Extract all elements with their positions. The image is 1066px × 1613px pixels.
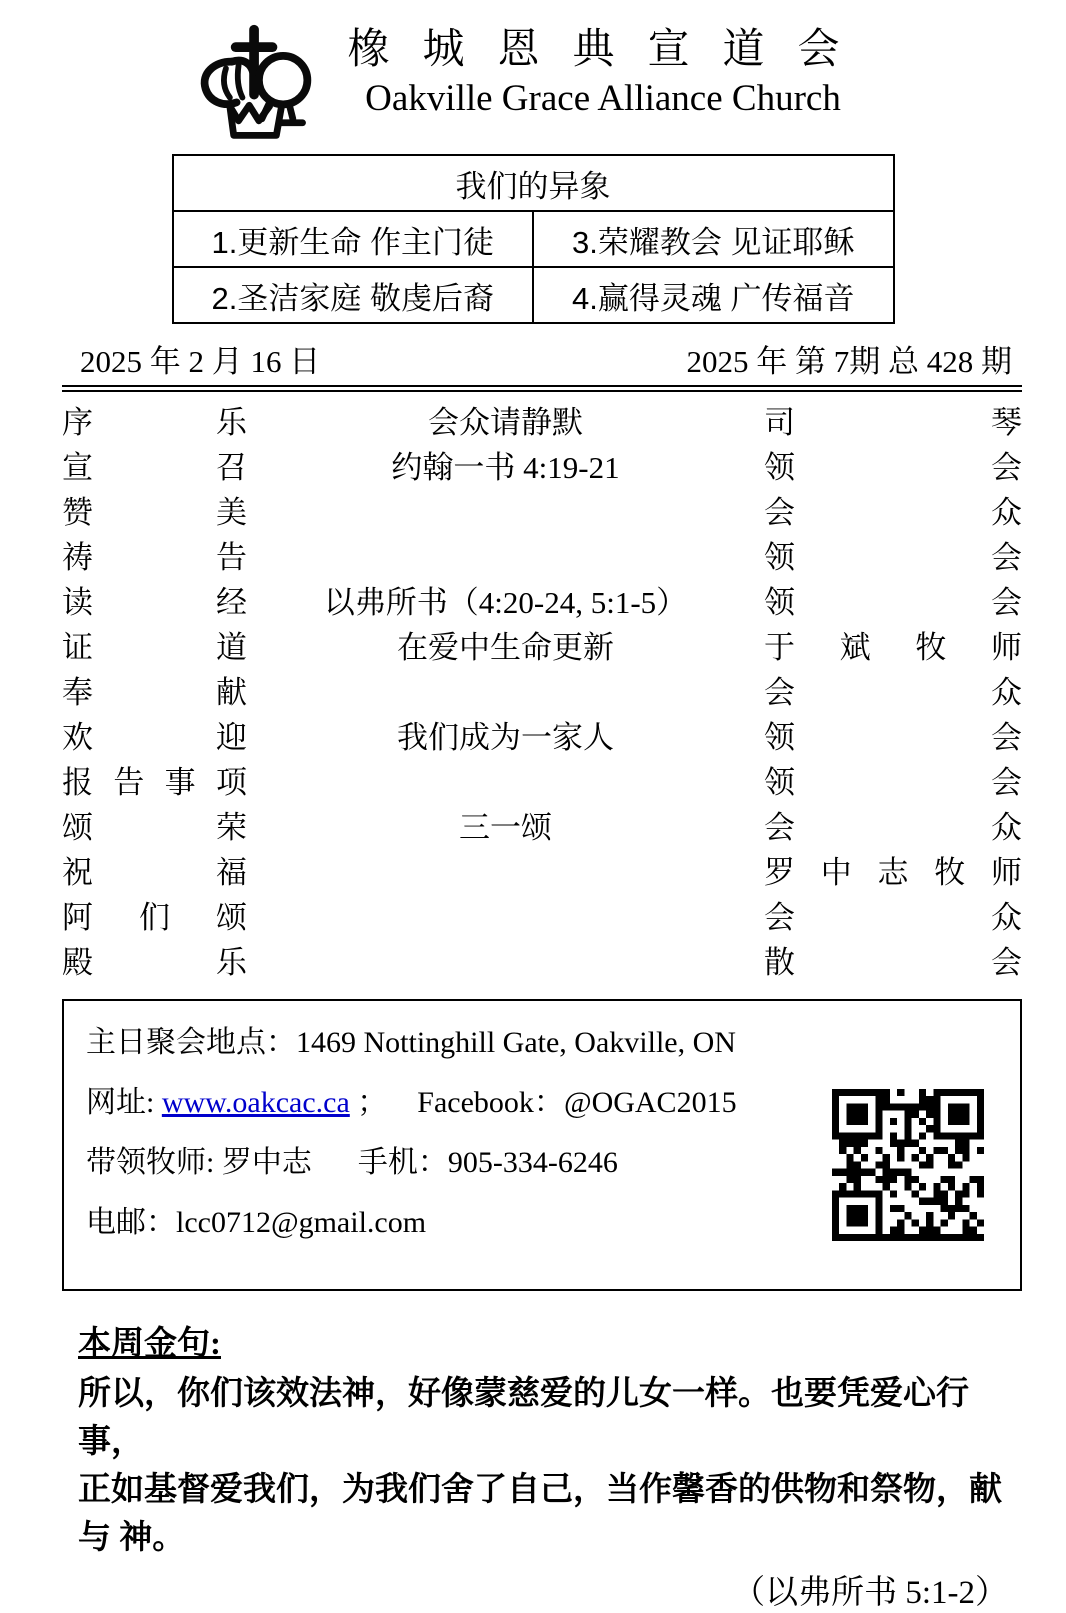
phone-value: 905-334-6246 <box>447 1146 618 1179</box>
church-logo-icon <box>193 24 319 142</box>
location-value: 1469 Nottinghill Gate, Oakville, ON <box>296 1026 736 1059</box>
service-item-name: 赞 美 <box>62 495 247 530</box>
service-item-name: 欢 迎 <box>62 720 247 755</box>
service-item-name: 祷 告 <box>62 540 247 575</box>
verse-line: 正如基督爱我们，为我们舍了自己，当作馨香的供物和祭物，献 <box>78 1472 1002 1508</box>
service-row <box>62 490 1022 535</box>
header-titles <box>333 24 872 123</box>
verse-heading: 本周金句: <box>78 1326 221 1362</box>
service-item-name: 奉 献 <box>62 675 247 710</box>
service-item-name: 宣 召 <box>62 450 247 485</box>
vision-title: 我们的异象 <box>173 155 894 211</box>
service-item-name: 阿 们 颂 <box>62 900 247 935</box>
service-item-role: 会 众 <box>764 495 1022 530</box>
service-item-desc: 我们成为一家人 <box>397 720 614 755</box>
service-item-desc: 以弗所书（4:20-24, 5:1-5） <box>323 585 688 620</box>
vision-item: 4.赢得灵魂 广传福音 <box>533 267 894 323</box>
facebook-label: Facebook： <box>417 1086 564 1119</box>
phone-label: 手机： <box>357 1146 448 1179</box>
vision-rows <box>173 211 894 323</box>
service-row <box>62 895 1022 940</box>
service-item-name: 序 乐 <box>62 405 247 440</box>
service-item-name: 祝 福 <box>62 855 247 890</box>
service-item-role: 会 众 <box>764 675 1022 710</box>
contact-email <box>86 1205 820 1241</box>
service-item-role: 领 会 <box>764 450 1022 485</box>
vision-row <box>173 267 894 323</box>
facebook-value: @OGAC2015 <box>563 1086 737 1119</box>
service-item-role: 罗 中 志 牧 师 <box>764 855 1022 890</box>
verse-reference: （以弗所书 5:1-2） <box>732 1575 1008 1611</box>
vision-row <box>173 211 894 267</box>
service-row <box>62 445 1022 490</box>
issue-row <box>62 324 1022 385</box>
divider-double-rule <box>62 385 1022 392</box>
service-item-desc: 约翰一书 4:19-21 <box>391 450 620 485</box>
service-item-role: 散 会 <box>764 945 1022 980</box>
service-item-desc: 三一颂 <box>459 810 552 845</box>
church-name-zh: 橡城恩典宣道会 <box>347 25 873 72</box>
service-item-desc: 在爱中生命更新 <box>397 630 614 665</box>
service-row <box>62 940 1022 985</box>
website-separator: ； <box>357 1086 388 1119</box>
location-label: 主日聚会地点： <box>86 1026 296 1059</box>
contact-location <box>86 1025 820 1061</box>
service-item-role: 领 会 <box>764 765 1022 800</box>
verse-line: 与 神。 <box>78 1520 186 1556</box>
service-row <box>62 805 1022 850</box>
contact-box <box>62 999 1022 1291</box>
service-item-name: 殿 乐 <box>62 945 247 980</box>
vision-item: 3.荣耀教会 见证耶稣 <box>533 211 894 267</box>
service-row <box>62 580 1022 625</box>
service-row <box>62 850 1022 895</box>
issue-number: 2025 年 第 7期 总 428 期 <box>686 344 1012 379</box>
service-row <box>62 760 1022 805</box>
service-item-role: 司 琴 <box>764 405 1022 440</box>
email-value: lcc0712@gmail.com <box>176 1206 427 1239</box>
header <box>0 0 1066 142</box>
service-row <box>62 400 1022 445</box>
service-row <box>62 535 1022 580</box>
pastor-name: 罗中志 <box>221 1146 312 1179</box>
bulletin-main <box>62 324 1022 985</box>
weekly-verse <box>78 1317 1008 1613</box>
vision-table <box>172 154 895 324</box>
service-item-name: 颂 荣 <box>62 810 247 845</box>
qr-code-icon <box>832 1089 984 1241</box>
service-item-desc: 会众请静默 <box>428 405 583 440</box>
vision-item: 1.更新生命 作主门徒 <box>173 211 534 267</box>
website-link[interactable]: www.oakcac.ca <box>161 1086 350 1119</box>
contact-web <box>86 1085 820 1121</box>
service-item-role: 会 众 <box>764 810 1022 845</box>
service-item-role: 领 会 <box>764 540 1022 575</box>
vision-item: 2.圣洁家庭 敬虔后裔 <box>173 267 534 323</box>
service-item-role: 领 会 <box>764 720 1022 755</box>
service-row <box>62 670 1022 715</box>
service-item-name: 读 经 <box>62 585 247 620</box>
issue-date: 2025 年 2 月 16 日 <box>80 344 321 379</box>
service-item-role: 于 斌 牧 师 <box>764 630 1022 665</box>
verse-lines <box>78 1370 1008 1562</box>
service-row <box>62 625 1022 670</box>
service-item-role: 领 会 <box>764 585 1022 620</box>
service-item-role: 会 众 <box>764 900 1022 935</box>
website-label: 网址: <box>86 1086 155 1119</box>
church-name-en: Oakville Grace Alliance Church <box>365 78 841 120</box>
pastor-label: 带领牧师: <box>86 1146 215 1179</box>
service-row <box>62 715 1022 760</box>
service-item-name: 报 告 事 项 <box>62 765 247 800</box>
email-label: 电邮： <box>86 1206 176 1239</box>
contact-pastor <box>86 1145 820 1181</box>
service-item-name: 证 道 <box>62 630 247 665</box>
verse-line: 所以，你们该效法神，好像蒙慈爱的儿女一样。也要凭爱心行事， <box>78 1376 969 1460</box>
order-of-service <box>62 392 1022 985</box>
